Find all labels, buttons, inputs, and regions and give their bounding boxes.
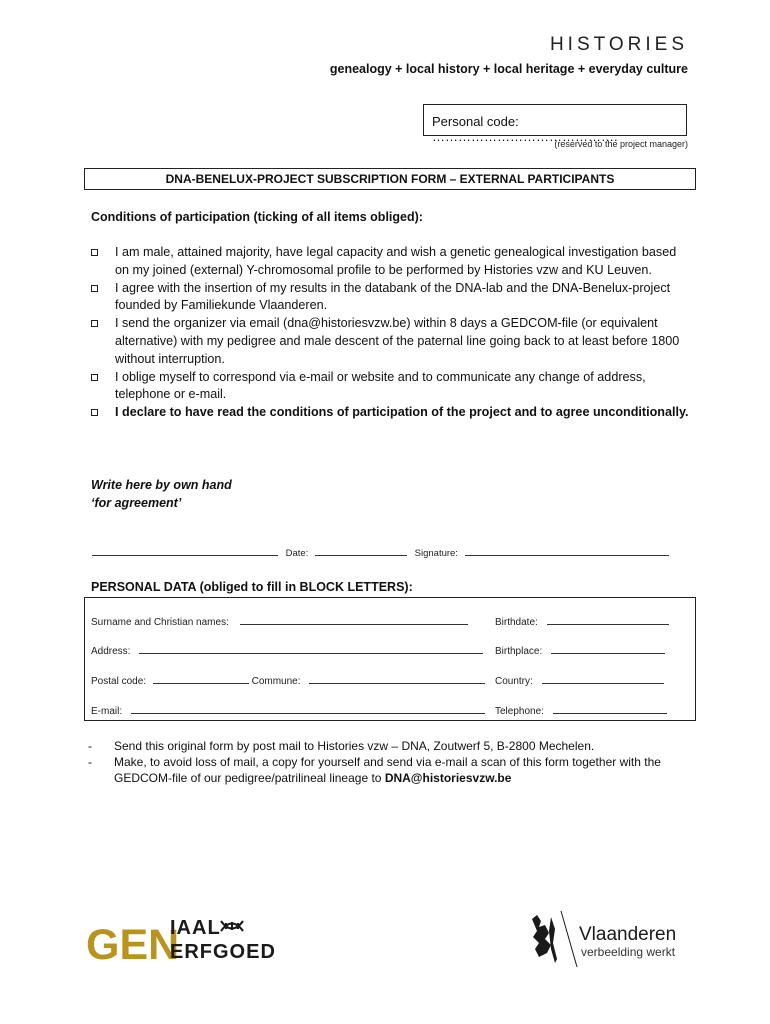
address-label: Address:	[91, 646, 131, 657]
birthplace-label: Birthplace:	[495, 646, 543, 657]
instruction-email-link[interactable]: DNA@historiesvzw.be	[384, 771, 512, 785]
logo-erfgoed-text: ERFGOED	[170, 941, 276, 963]
form-title: DNA-BENELUX-PROJECT SUBSCRIPTION FORM – EXTERNAL PARTICIPANTS	[84, 168, 696, 190]
instruction-bullet: -	[88, 739, 92, 753]
condition-text: I send the organizer via email (dna@historiesvzw.be) within 8 days a GEDCOM-file (or equivalent alternative) with my pedigree and male descent of the paternal line going back to at least before 1800 without interruption.	[115, 316, 680, 366]
dna-helix-icon	[221, 921, 243, 931]
country-label: Country:	[495, 676, 533, 687]
signature-line	[92, 546, 682, 559]
address-field[interactable]	[139, 644, 483, 654]
brand-name: HISTORIES	[549, 34, 688, 55]
instruction-item	[88, 754, 698, 786]
date-label: Date:	[285, 548, 309, 559]
instruction-text: Make, to avoid loss of mail, a copy for yourself and send via e-mail a scan of this form together with the GEDCOM-file of our pedigree/patrilineal lineage to	[114, 755, 661, 785]
pd-row	[91, 615, 677, 628]
personal-code-note: (reserved to the project manager)	[554, 139, 688, 149]
logo-gen-text: GEN	[86, 921, 180, 969]
condition-text: I am male, attained majority, have legal capacity and wish a genetic genealogical investigation based on my joined (external) Y-chromosomal profile to be performed by Histories vzw and KU Leuven.	[115, 245, 677, 277]
condition-text: I oblige myself to correspond via e-mail or website and to communicate any change of address, telephone or e-mail.	[115, 369, 646, 402]
birthdate-label: Birthdate:	[495, 617, 538, 628]
personal-data-heading: PERSONAL DATA (obliged to fill in BLOCK LETTERS):	[91, 580, 413, 594]
surname-field[interactable]	[240, 615, 468, 625]
instructions-list	[88, 738, 698, 786]
condition-item	[91, 315, 691, 368]
logo-vlaanderen-text: Vlaanderen	[579, 924, 677, 945]
agreement-handwriting-field[interactable]	[92, 546, 278, 556]
handwrite-instruction	[91, 476, 232, 512]
condition-checkbox[interactable]	[91, 249, 98, 256]
condition-item	[91, 280, 691, 316]
condition-item	[91, 369, 691, 405]
instruction-item	[88, 738, 698, 754]
personal-data-box	[84, 597, 696, 721]
condition-checkbox[interactable]	[91, 374, 98, 381]
email-label: E-mail:	[91, 706, 123, 717]
signature-label: Signature:	[414, 548, 458, 559]
conditions-heading: Conditions of participation (ticking of all items obliged):	[91, 210, 423, 224]
vlaanderen-logo	[527, 909, 697, 969]
surname-label: Surname and Christian names:	[91, 617, 229, 628]
handwrite-line: Write here by own hand	[91, 478, 232, 492]
condition-checkbox[interactable]	[91, 320, 98, 327]
condition-item	[91, 244, 691, 280]
birthplace-field[interactable]	[551, 644, 665, 654]
country-field[interactable]	[542, 674, 664, 684]
pd-row	[91, 674, 677, 687]
email-field[interactable]	[131, 704, 485, 714]
instruction-text: Send this original form by post mail to Histories vzw – DNA, Zoutwerf 5, B-2800 Mechelen.	[114, 739, 595, 753]
pd-row	[91, 644, 677, 657]
logo-vlaanderen-sub: verbeelding werkt	[581, 945, 676, 959]
date-field[interactable]	[315, 546, 407, 556]
postal-code-field[interactable]	[153, 674, 249, 684]
signature-field[interactable]	[465, 546, 669, 556]
birthdate-field[interactable]	[547, 615, 669, 625]
postal-code-label: Postal code:	[91, 676, 147, 687]
logo-iaal-text: IAAL	[170, 917, 221, 939]
commune-field[interactable]	[309, 674, 485, 684]
personal-code-label: Personal code: …………………………………….	[432, 114, 618, 144]
telephone-field[interactable]	[553, 704, 667, 714]
flemish-lion-icon	[532, 915, 557, 963]
condition-checkbox[interactable]	[91, 285, 98, 292]
conditions-list	[91, 244, 691, 422]
condition-item	[91, 404, 691, 422]
geniaal-erfgoed-logo	[86, 909, 276, 969]
condition-checkbox[interactable]	[91, 409, 98, 416]
condition-text: I agree with the insertion of my results in the databank of the DNA-lab and the DNA-Benelux-project founded by Familiekunde Vlaanderen.	[115, 280, 671, 313]
condition-text: I declare to have read the conditions of participation of the project and to agree unconditionally.	[115, 405, 689, 420]
instruction-bullet: -	[88, 755, 92, 769]
tagline: genealogy + local history + local heritage + everyday culture	[329, 62, 688, 76]
handwrite-line: ‘for agreement’	[91, 496, 182, 510]
pd-row	[91, 704, 677, 717]
personal-code-field[interactable]	[423, 104, 687, 144]
telephone-label: Telephone:	[495, 706, 544, 717]
commune-label: Commune:	[251, 676, 301, 687]
